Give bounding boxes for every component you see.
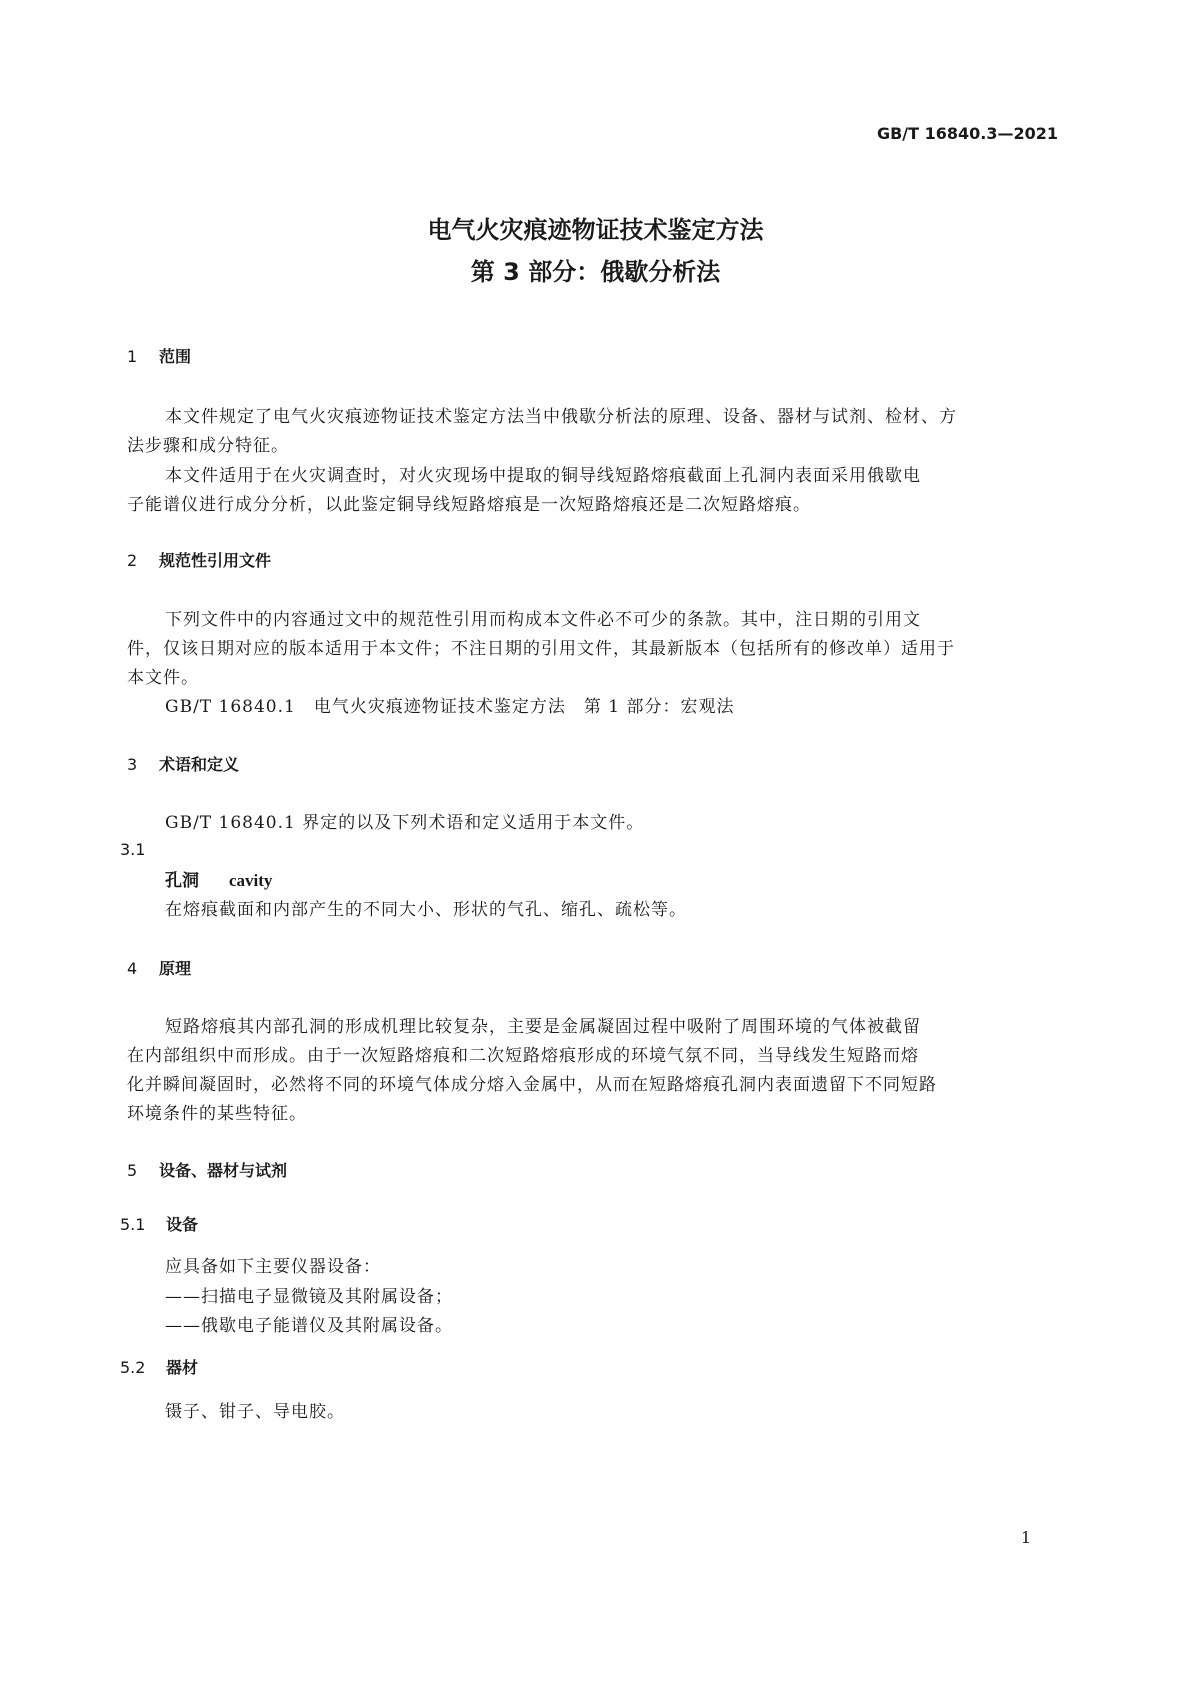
normative-reference: GB/T 16840.1 电气火灾痕迹物证技术鉴定方法 第 1 部分：宏观法 (165, 697, 735, 717)
paragraph-line: 件，仅该日期对应的版本适用于本文件；不注日期的引用文件，其最新版本（包括所有的修改单）适用于 (127, 639, 955, 659)
subsection-number: 5.1 (120, 1215, 146, 1234)
term-definition: 在熔痕截面和内部产生的不同大小、形状的气孔、缩孔、疏松等。 (165, 900, 687, 920)
section-1-heading (127, 344, 191, 367)
section-number: 5 (127, 1161, 138, 1180)
list-item: ——扫描电子显微镜及其附属设备； (165, 1287, 453, 1307)
subsection-5-2-heading (120, 1355, 198, 1378)
section-number: 4 (127, 959, 138, 978)
section-number: 3 (127, 755, 138, 774)
section-4-heading (127, 956, 191, 979)
section-title: 范围 (159, 347, 192, 366)
paragraph-line: 下列文件中的内容通过文中的规范性引用而构成本文件必不可少的条款。其中，注日期的引用文 (165, 610, 921, 630)
paragraph-line: GB/T 16840.1 界定的以及下列术语和定义适用于本文件。 (165, 813, 645, 833)
paragraph-line: 环境条件的某些特征。 (127, 1104, 307, 1124)
term-english: cavity (229, 871, 273, 890)
document-subtitle: 第 3 部分：俄歇分析法 (470, 258, 721, 286)
paragraph-line: 本文件适用于在火灾调查时，对火灾现场中提取的铜导线短路熔痕截面上孔洞内表面采用俄歇电 (165, 466, 921, 486)
section-5-heading (127, 1158, 287, 1181)
subsection-title: 器材 (166, 1358, 199, 1377)
paragraph-line: 本文件。 (127, 668, 199, 688)
section-title: 术语和定义 (159, 755, 240, 774)
term-chinese: 孔洞 (165, 871, 199, 891)
paragraph-line: 镊子、钳子、导电胶。 (165, 1402, 345, 1422)
standard-number: GB/T 16840.3—2021 (876, 124, 1058, 143)
paragraph-line: 法步骤和成分特征。 (127, 436, 289, 456)
term-entry (165, 866, 272, 891)
section-number: 1 (127, 347, 138, 366)
subsection-title: 设备 (166, 1215, 199, 1234)
section-3-heading (127, 752, 239, 775)
section-title: 规范性引用文件 (159, 551, 272, 570)
section-title: 设备、器材与试剂 (159, 1161, 288, 1180)
document-title: 电气火灾痕迹物证技术鉴定方法 (427, 216, 764, 244)
section-title: 原理 (159, 959, 192, 978)
paragraph-line: 应具备如下主要仪器设备： (165, 1257, 381, 1277)
paragraph-line: 本文件规定了电气火灾痕迹物证技术鉴定方法当中俄歇分析法的原理、设备、器材与试剂、检材、方 (165, 407, 957, 427)
paragraph-line: 子能谱仪进行成分分析，以此鉴定铜导线短路熔痕是一次短路熔痕还是二次短路熔痕。 (127, 495, 811, 515)
section-number: 2 (127, 551, 138, 570)
list-item: ——俄歇电子能谱仪及其附属设备。 (165, 1316, 453, 1336)
clause-number: 3.1 (120, 840, 146, 859)
subsection-number: 5.2 (120, 1358, 146, 1377)
page-number: 1 (1020, 1528, 1031, 1547)
paragraph-line: 化并瞬间凝固时，必然将不同的环境气体成分熔入金属中，从而在短路熔痕孔洞内表面遗留下不同短路 (127, 1075, 937, 1095)
subsection-5-1-heading (120, 1212, 198, 1235)
paragraph-line: 短路熔痕其内部孔洞的形成机理比较复杂，主要是金属凝固过程中吸附了周围环境的气体被截留 (165, 1017, 921, 1037)
paragraph-line: 在内部组织中而形成。由于一次短路熔痕和二次短路熔痕形成的环境气氛不同，当导线发生短路而熔 (127, 1046, 919, 1066)
section-2-heading (127, 548, 271, 571)
